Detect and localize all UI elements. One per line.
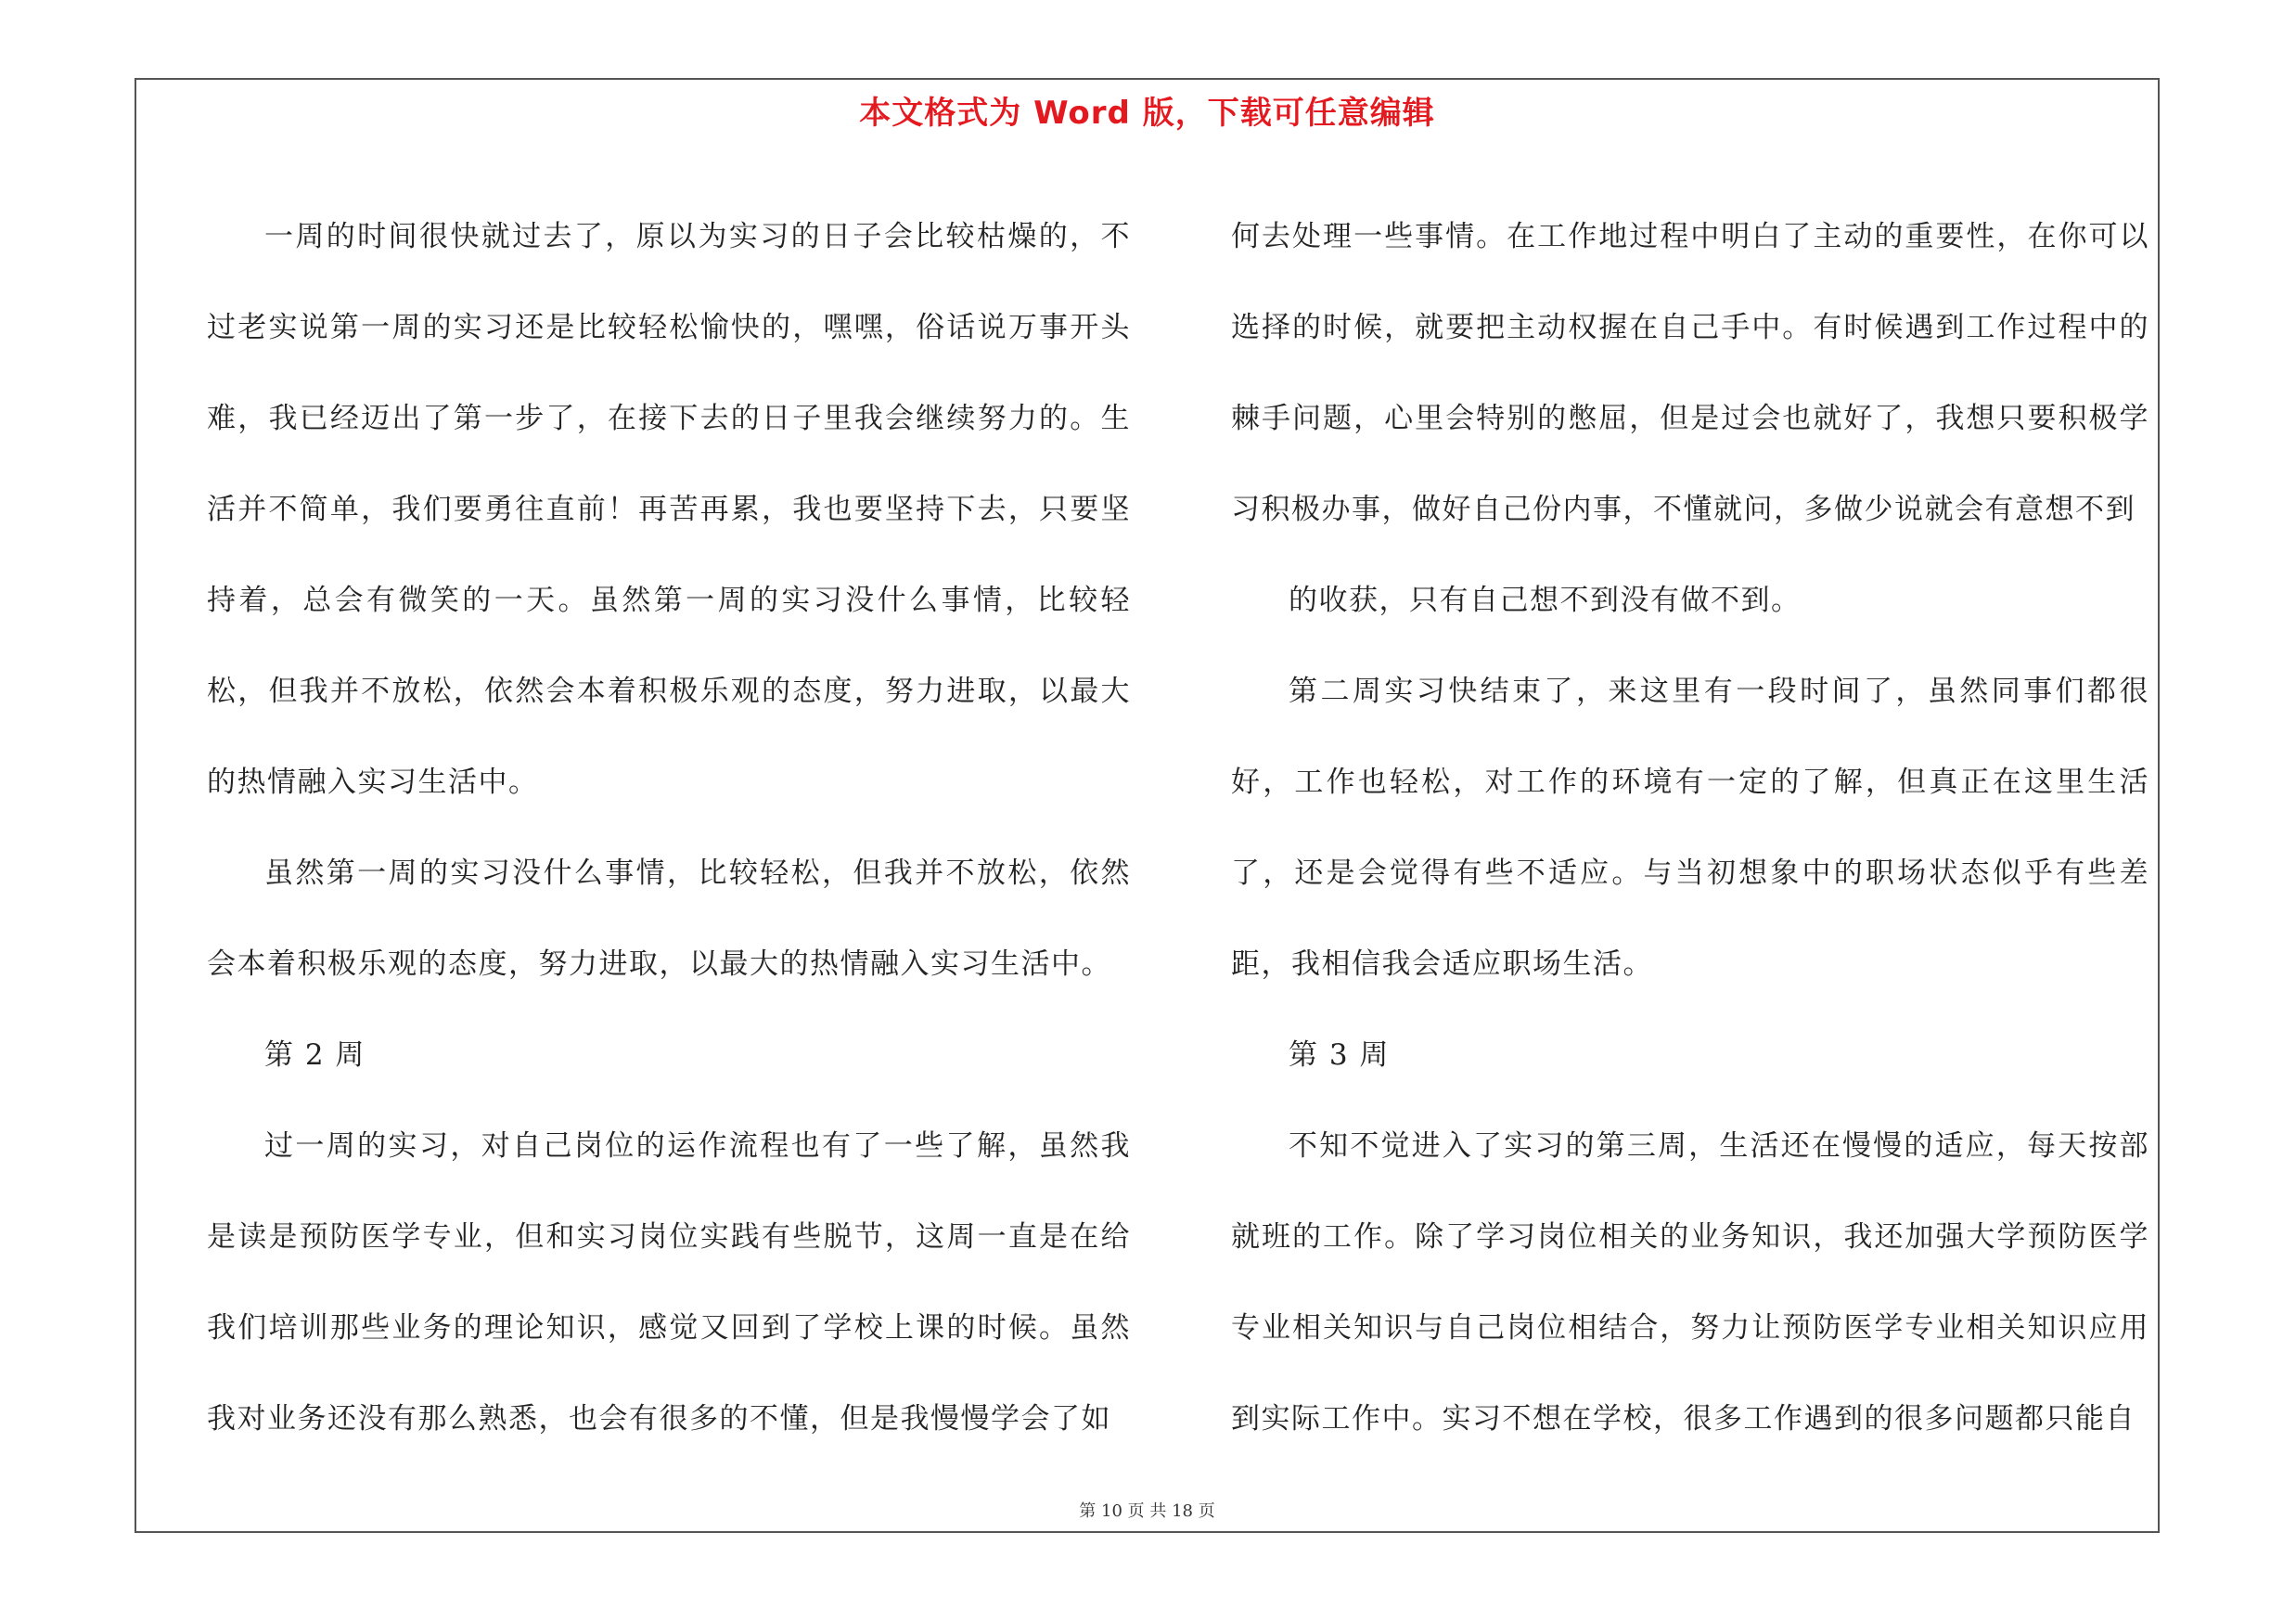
paragraph: 的收获，只有自己想不到没有做不到。: [1289, 584, 1802, 617]
document-page: [135, 78, 2160, 1533]
paragraph: 第二周实习快结束了，来这里有一段时间了，虽然同事们都很好，工作也轻松，对工作的环境有一定的了解，但真正在这里生活了，还是会觉得有些不适应。与当初想象中的职场状态似乎有些差距，我相信我会适应职场生活。: [1231, 675, 2149, 981]
section-heading-week-3: 第 3 周: [1289, 1038, 1390, 1072]
paragraph-continued: 何去处理一些事情。在工作地过程中明白了主动的重要性，在你可以选择的时候，就要把主动权握在自己手中。有时候遇到工作过程中的棘手问题，心里会特别的憋屈，但是过会也就好了，我想只要积极学习积极办事，做好自己份内事，不懂就问，多做少说就会有意想不到: [1231, 220, 2149, 526]
page-number-footer: 第 10 页 共 18 页: [1079, 1501, 1215, 1521]
paragraph: 不知不觉进入了实习的第三周，生活还在慢慢的适应，每天按部就班的工作。除了学习岗位相关的业务知识，我还加强大学预防医学专业相关知识与自己岗位相结合，努力让预防医学专业相关知识应用到实际工作中。实习不想在学校，很多工作遇到的很多问题都只能自: [1231, 1129, 2149, 1436]
paragraph: 虽然第一周的实习没什么事情，比较轻松，但我并不放松，依然会本着积极乐观的态度，努力进取，以最大的热情融入实习生活中。: [207, 857, 1131, 981]
right-column: [1231, 191, 2149, 1464]
left-column: [207, 191, 1131, 1464]
section-heading-week-2: 第 2 周: [264, 1038, 366, 1072]
paragraph: 过一周的实习，对自己岗位的运作流程也有了一些了解，虽然我是读是预防医学专业，但和实习岗位实践有些脱节，这周一直是在给我们培训那些业务的理论知识，感觉又回到了学校上课的时候。虽然我对业务还没有那么熟悉，也会有很多的不懂，但是我慢慢学会了如: [207, 1129, 1131, 1436]
format-banner: 本文格式为 Word 版，下载可任意编辑: [859, 95, 1435, 132]
paragraph: 一周的时间很快就过去了，原以为实习的日子会比较枯燥的，不过老实说第一周的实习还是比较轻松愉快的，嘿嘿，俗话说万事开头难，我已经迈出了第一步了，在接下去的日子里我会继续努力的。生活并不简单，我们要勇往直前！再苦再累，我也要坚持下去，只要坚持着，总会有微笑的一天。虽然第一周的实习没什么事情，比较轻松，但我并不放松，依然会本着积极乐观的态度，努力进取，以最大的热情融入实习生活中。: [207, 220, 1131, 799]
